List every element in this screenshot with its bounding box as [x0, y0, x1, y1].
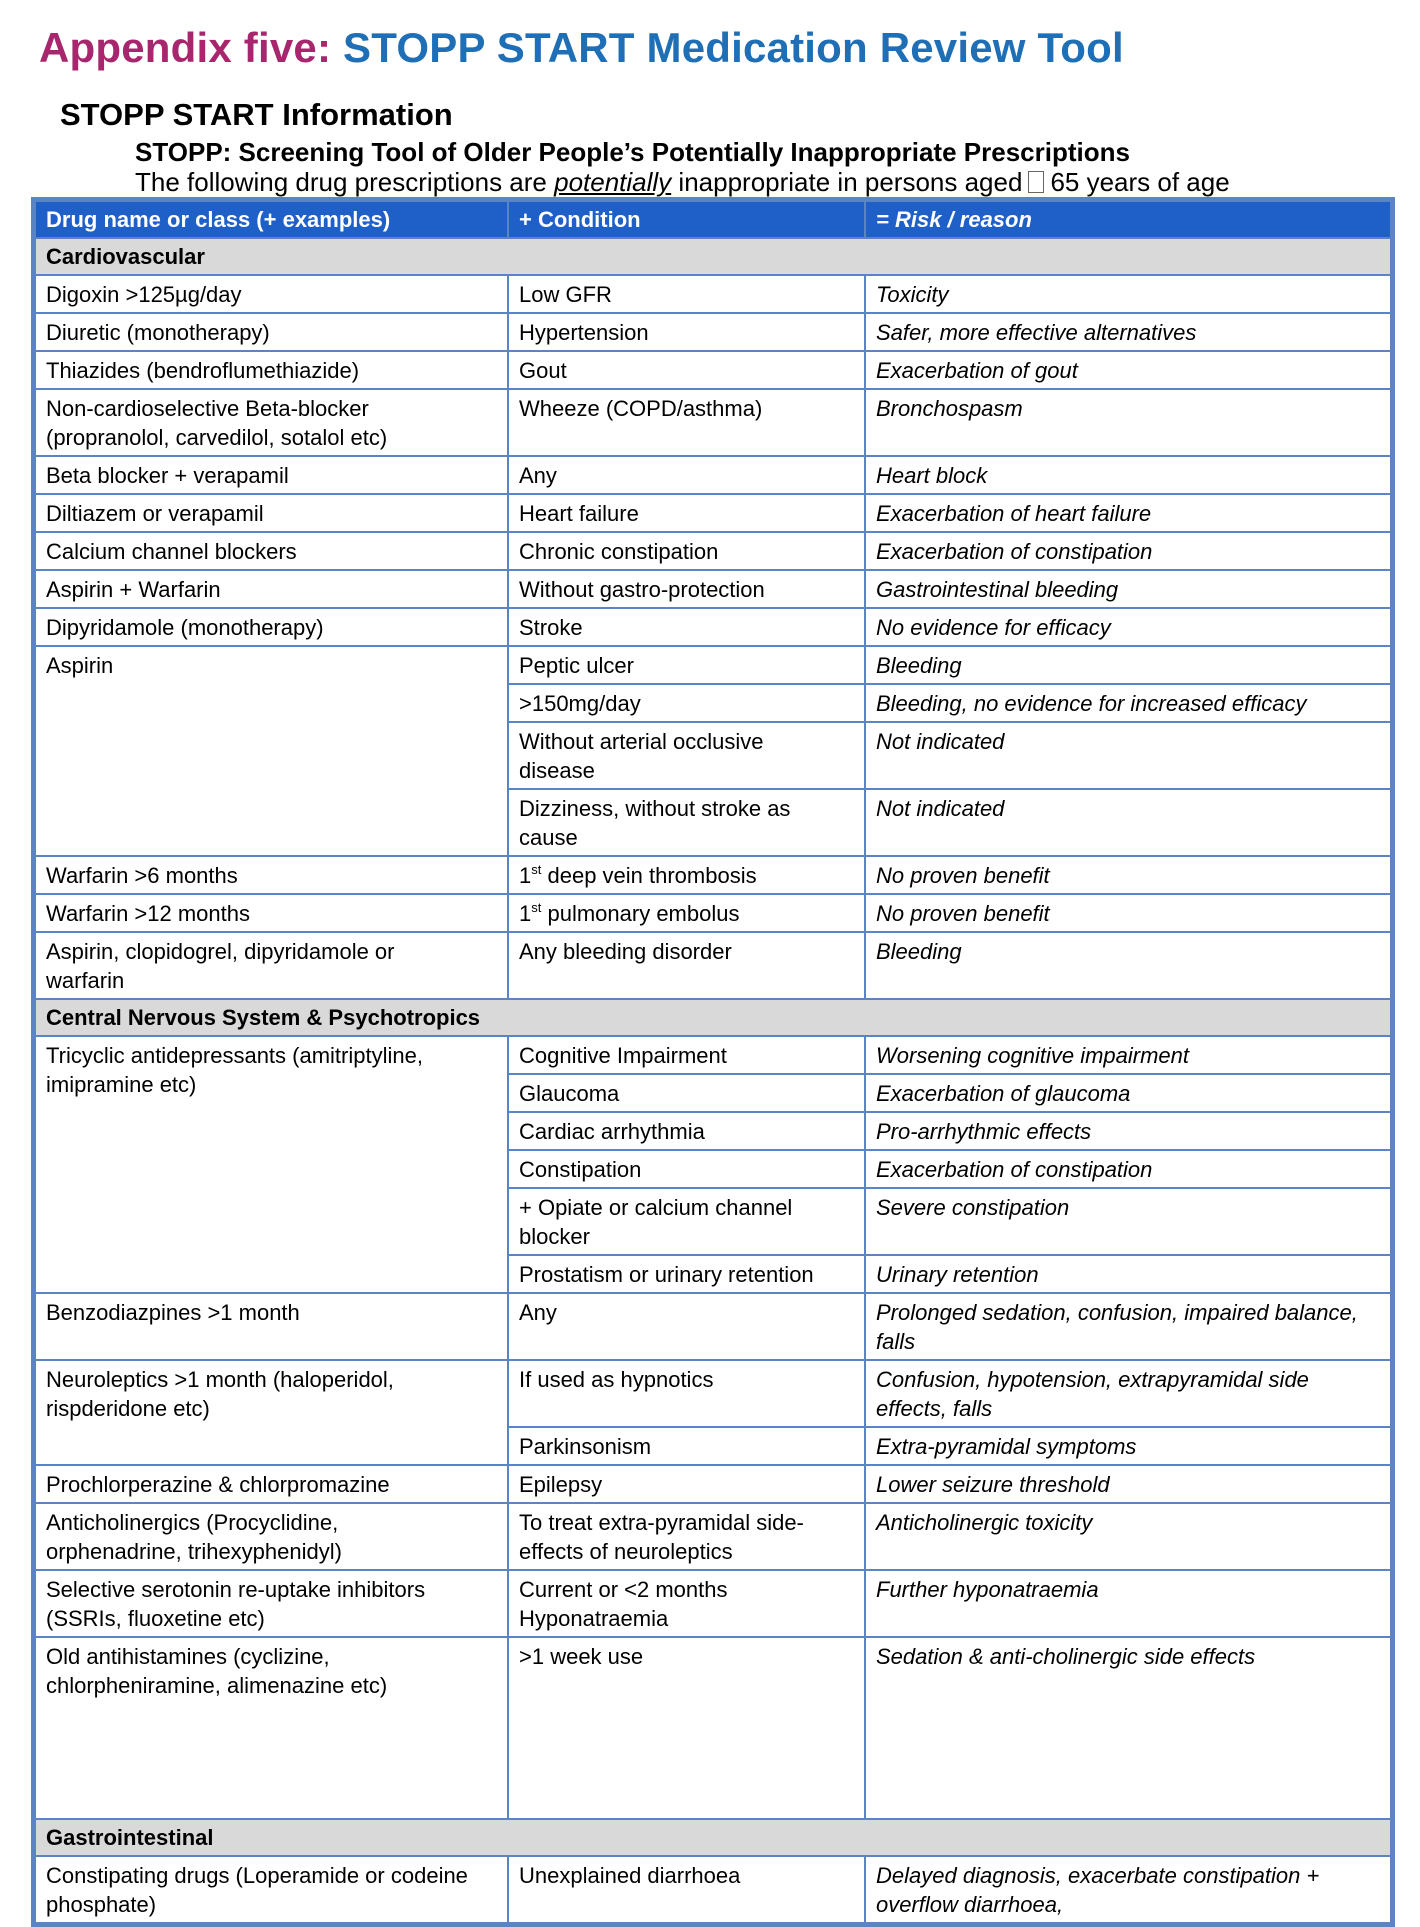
condition-cell: Current or <2 months Hyponatraemia	[508, 1570, 865, 1637]
category-row-cns	[35, 999, 1391, 1036]
table-row	[35, 646, 1391, 684]
page-title	[39, 24, 1124, 72]
drug-cell: Aspirin + Warfarin	[35, 570, 508, 608]
drug-cell: Warfarin >6 months	[35, 856, 508, 894]
table-row	[35, 1570, 1391, 1637]
category-row-gastrointestinal	[35, 1819, 1391, 1856]
table-row	[35, 894, 1391, 932]
condition-cell: If used as hypnotics	[508, 1360, 865, 1427]
risk-cell: No proven benefit	[865, 894, 1391, 932]
drug-cell: Prochlorperazine & chlorpromazine	[35, 1465, 508, 1503]
risk-cell: Worsening cognitive impairment	[865, 1036, 1391, 1074]
drug-cell: Tricyclic antidepressants (amitriptyline, imipramine etc)	[35, 1036, 508, 1293]
condition-cell: Hypertension	[508, 313, 865, 351]
table-row	[35, 532, 1391, 570]
condition-cell: >1 week use	[508, 1637, 865, 1819]
drug-cell: Old antihistamines (cyclizine, chlorpheniramine, alimenazine etc)	[35, 1637, 508, 1819]
condition-cell: Without gastro-protection	[508, 570, 865, 608]
missing-glyph-icon	[1028, 171, 1044, 193]
table-row	[35, 351, 1391, 389]
risk-cell: Urinary retention	[865, 1255, 1391, 1293]
risk-cell: Further hyponatraemia	[865, 1570, 1391, 1637]
condition-cell: Any	[508, 1293, 865, 1360]
risk-cell: Extra-pyramidal symptoms	[865, 1427, 1391, 1465]
risk-cell: Bleeding	[865, 932, 1391, 999]
risk-cell: Severe constipation	[865, 1188, 1391, 1255]
drug-cell: Benzodiazpines >1 month	[35, 1293, 508, 1360]
risk-cell: Gastrointestinal bleeding	[865, 570, 1391, 608]
drug-cell: Constipating drugs (Loperamide or codeine phosphate)	[35, 1856, 508, 1923]
title-main: STOPP START Medication Review Tool	[343, 24, 1124, 71]
stopp-table-container	[31, 197, 1395, 1927]
condition-cell: Parkinsonism	[508, 1427, 865, 1465]
intro-text	[135, 167, 1230, 198]
risk-cell: No proven benefit	[865, 856, 1391, 894]
condition-cell: Epilepsy	[508, 1465, 865, 1503]
condition-cell: Stroke	[508, 608, 865, 646]
drug-cell: Warfarin >12 months	[35, 894, 508, 932]
tool-subtitle: STOPP: Screening Tool of Older People’s Potentially Inappropriate Prescriptions	[135, 137, 1130, 167]
condition-cell: Gout	[508, 351, 865, 389]
table-row	[35, 1293, 1391, 1360]
drug-cell: Calcium channel blockers	[35, 532, 508, 570]
risk-cell: Heart block	[865, 456, 1391, 494]
condition-cell: >150mg/day	[508, 684, 865, 722]
table-row	[35, 275, 1391, 313]
category-row-cardiovascular	[35, 238, 1391, 275]
condition-cell: Constipation	[508, 1150, 865, 1188]
risk-cell: Exacerbation of glaucoma	[865, 1074, 1391, 1112]
drug-cell: Diltiazem or verapamil	[35, 494, 508, 532]
condition-cell: Any bleeding disorder	[508, 932, 865, 999]
risk-cell: Pro-arrhythmic effects	[865, 1112, 1391, 1150]
drug-cell: Anticholinergics (Procyclidine, orphenadrine, trihexyphenidyl)	[35, 1503, 508, 1570]
risk-cell: Exacerbation of gout	[865, 351, 1391, 389]
stopp-table	[34, 200, 1392, 1924]
column-header-drug: Drug name or class (+ examples)	[35, 201, 508, 238]
category-label: Cardiovascular	[35, 238, 1391, 275]
section-title: STOPP START Information	[60, 97, 453, 132]
title-prefix: Appendix five:	[39, 24, 332, 71]
drug-cell: Thiazides (bendroflumethiazide)	[35, 351, 508, 389]
risk-cell: Not indicated	[865, 789, 1391, 856]
table-header-row	[35, 201, 1391, 238]
risk-cell: No evidence for efficacy	[865, 608, 1391, 646]
condition-cell: Cognitive Impairment	[508, 1036, 865, 1074]
intro-end: 65 years of age	[1050, 167, 1230, 197]
intro-before: The following drug prescriptions are	[135, 167, 547, 197]
condition-cell: Cardiac arrhythmia	[508, 1112, 865, 1150]
table-row	[35, 1503, 1391, 1570]
drug-cell: Aspirin	[35, 646, 508, 856]
risk-cell: Bronchospasm	[865, 389, 1391, 456]
condition-cell: Dizziness, without stroke as cause	[508, 789, 865, 856]
risk-cell: Anticholinergic toxicity	[865, 1503, 1391, 1570]
condition-cell: To treat extra-pyramidal side- effects of neuroleptics	[508, 1503, 865, 1570]
condition-cell: Any	[508, 456, 865, 494]
drug-cell: Diuretic (monotherapy)	[35, 313, 508, 351]
condition-cell: Chronic constipation	[508, 532, 865, 570]
condition-cell: 1st deep vein thrombosis	[508, 856, 865, 894]
condition-cell: + Opiate or calcium channel blocker	[508, 1188, 865, 1255]
table-row	[35, 856, 1391, 894]
condition-cell: Peptic ulcer	[508, 646, 865, 684]
table-row	[35, 608, 1391, 646]
drug-cell: Digoxin >125µg/day	[35, 275, 508, 313]
risk-cell: Lower seizure threshold	[865, 1465, 1391, 1503]
condition-cell: Heart failure	[508, 494, 865, 532]
drug-cell: Neuroleptics >1 month (haloperidol, rispderidone etc)	[35, 1360, 508, 1465]
risk-cell: Delayed diagnosis, exacerbate constipation + overflow diarrhoea,	[865, 1856, 1391, 1923]
condition-cell: Unexplained diarrhoea	[508, 1856, 865, 1923]
table-row	[35, 389, 1391, 456]
drug-cell: Dipyridamole (monotherapy)	[35, 608, 508, 646]
condition-cell: Low GFR	[508, 275, 865, 313]
drug-cell: Non-cardioselective Beta-blocker (propranolol, carvedilol, sotalol etc)	[35, 389, 508, 456]
risk-cell: Not indicated	[865, 722, 1391, 789]
table-row	[35, 494, 1391, 532]
risk-cell: Safer, more effective alternatives	[865, 313, 1391, 351]
category-label: Gastrointestinal	[35, 1819, 1391, 1856]
drug-cell: Aspirin, clopidogrel, dipyridamole or warfarin	[35, 932, 508, 999]
table-row	[35, 570, 1391, 608]
table-row	[35, 456, 1391, 494]
condition-cell: 1st pulmonary embolus	[508, 894, 865, 932]
drug-cell: Beta blocker + verapamil	[35, 456, 508, 494]
table-row	[35, 1036, 1391, 1074]
risk-cell: Exacerbation of heart failure	[865, 494, 1391, 532]
table-row	[35, 1465, 1391, 1503]
table-row	[35, 932, 1391, 999]
table-row	[35, 1637, 1391, 1819]
risk-cell: Toxicity	[865, 275, 1391, 313]
table-row	[35, 313, 1391, 351]
column-header-risk: = Risk / reason	[865, 201, 1391, 238]
table-row	[35, 1360, 1391, 1427]
risk-cell: Exacerbation of constipation	[865, 532, 1391, 570]
risk-cell: Bleeding, no evidence for increased efficacy	[865, 684, 1391, 722]
risk-cell: Sedation & anti-cholinergic side effects	[865, 1637, 1391, 1819]
condition-cell: Prostatism or urinary retention	[508, 1255, 865, 1293]
risk-cell: Exacerbation of constipation	[865, 1150, 1391, 1188]
condition-cell: Glaucoma	[508, 1074, 865, 1112]
drug-cell: Selective serotonin re-uptake inhibitors (SSRIs, fluoxetine etc)	[35, 1570, 508, 1637]
category-label: Central Nervous System & Psychotropics	[35, 999, 1391, 1036]
column-header-condition: + Condition	[508, 201, 865, 238]
condition-cell: Wheeze (COPD/asthma)	[508, 389, 865, 456]
intro-emphasis: potentially	[554, 167, 672, 197]
condition-cell: Without arterial occlusive disease	[508, 722, 865, 789]
intro-after: inappropriate in persons aged	[678, 167, 1023, 197]
risk-cell: Prolonged sedation, confusion, impaired balance, falls	[865, 1293, 1391, 1360]
table-row	[35, 1856, 1391, 1923]
risk-cell: Confusion, hypotension, extrapyramidal side effects, falls	[865, 1360, 1391, 1427]
risk-cell: Bleeding	[865, 646, 1391, 684]
